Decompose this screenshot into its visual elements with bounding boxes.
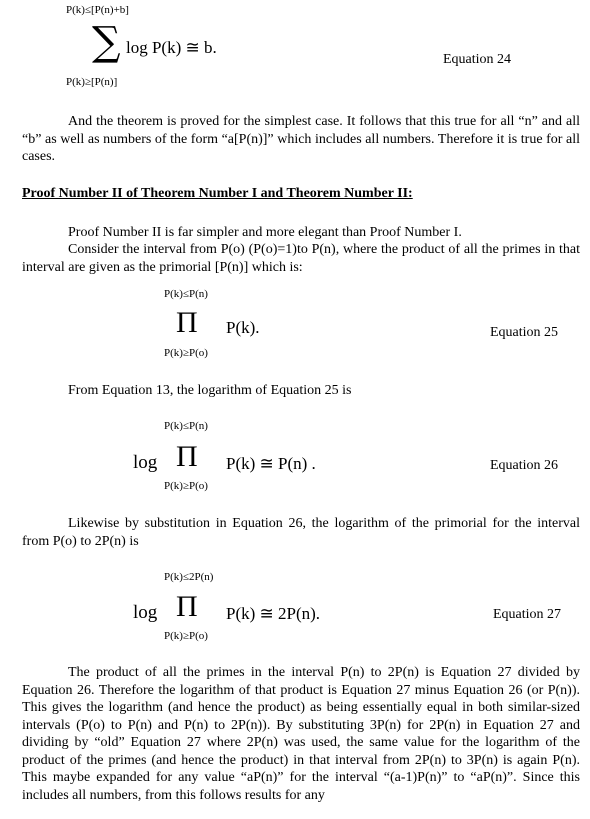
eq24-sum-symbol: ∑ bbox=[92, 19, 121, 65]
eq24-label: Equation 24 bbox=[443, 52, 512, 67]
eq24-lower-limit: P(k)≥[P(n)] bbox=[66, 76, 118, 88]
paragraph-consider-interval: Consider the interval from P(o) (P(o)=1)to P(n), where the product of all the primes in that interval are given as the primorial [P(n)] which is: bbox=[22, 242, 580, 275]
eq27-product-symbol: Π bbox=[176, 590, 198, 623]
paragraph-from-equation-13: From Equation 13, the logarithm of Equation 25 is bbox=[68, 383, 352, 398]
section-heading: Proof Number II of Theorem Number I and Theorem Number II: bbox=[22, 186, 413, 201]
paragraph-theorem-proved: And the theorem is proved for the simplest case. It follows that this true for all “n” and all “b” as well as numbers of the form “a[P(n)]” which includes all numbers. Therefore it is true for all cases. bbox=[22, 114, 580, 164]
eq25-product-symbol: Π bbox=[176, 306, 198, 339]
eq27-expression: P(k) ≅ 2P(n). bbox=[226, 604, 321, 623]
eq27-log: log bbox=[133, 602, 158, 623]
eq24-expression: log P(k) ≅ b. bbox=[126, 38, 217, 57]
eq26-label: Equation 26 bbox=[490, 458, 559, 473]
eq26-log: log bbox=[133, 452, 158, 473]
eq25-lower-limit: P(k)≥P(o) bbox=[164, 347, 208, 359]
eq25-upper-limit: P(k)≤P(n) bbox=[164, 288, 208, 300]
eq26-expression: P(k) ≅ P(n) . bbox=[226, 454, 316, 473]
paragraph-proof-simpler: Proof Number II is far simpler and more elegant than Proof Number I. bbox=[68, 225, 462, 240]
eq26-lower-limit: P(k)≥P(o) bbox=[164, 480, 208, 492]
paragraph-likewise-substitution: Likewise by substitution in Equation 26, the logarithm of the primorial for the interval from P(o) to 2P(n) is bbox=[22, 516, 580, 549]
paragraph-product-of-primes: The product of all the primes in the interval P(n) to 2P(n) is Equation 27 divided by Equation 26. Therefore the logarithm of that product is Equation 27 minus Equation 26 (or P(n)). This gives the logarithm (and hence the product) as being essentially equal in both similar-sized intervals (P(o) to P(n) and P(n) to 2P(n)). By substituting 3P(n) for 2P(n) in Equation 27 and dividing by “old” Equation 27 where 2P(n) was used, the same value for the logarithm of the product of the primes (and hence the product) in that interval from 2P(n) to 3P(n) is again P(n). This maybe expanded for any value “aP(n)” for the interval “(a-1)P(n)” to “aP(n)”. Since this includes all numbers, from this follows results for any bbox=[22, 665, 580, 803]
eq27-upper-limit: P(k)≤2P(n) bbox=[164, 571, 214, 583]
eq26-upper-limit: P(k)≤P(n) bbox=[164, 420, 208, 432]
eq25-label: Equation 25 bbox=[490, 325, 559, 340]
eq24-upper-limit: P(k)≤[P(n)+b] bbox=[66, 4, 129, 16]
eq26-product-symbol: Π bbox=[176, 440, 198, 473]
eq25-expression: P(k). bbox=[226, 318, 260, 337]
eq27-lower-limit: P(k)≥P(o) bbox=[164, 630, 208, 642]
eq27-label: Equation 27 bbox=[493, 607, 562, 622]
